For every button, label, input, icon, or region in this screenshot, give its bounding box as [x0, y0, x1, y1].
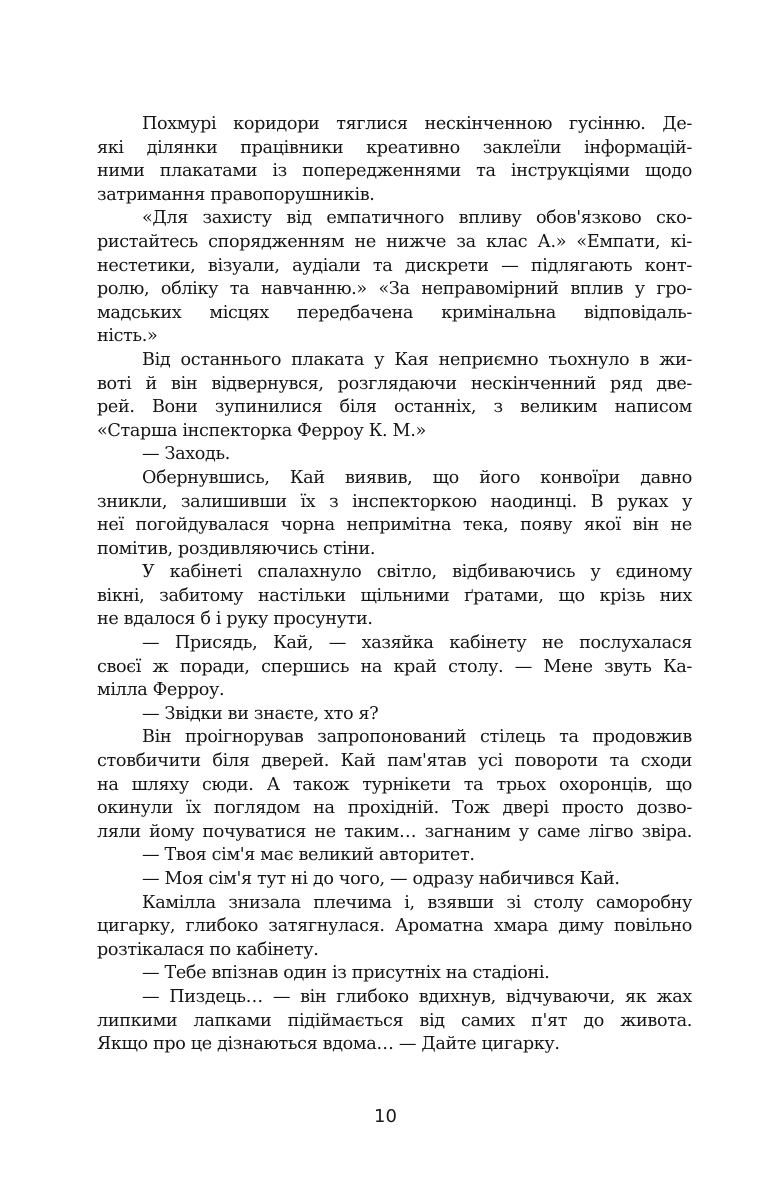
text-line: зникли, залишивши їх з інспекторкою наодинці. В руках у — [97, 491, 692, 512]
text-line: ролю, обліку та навчанню.» «За неправомірний вплив у гро- — [97, 279, 692, 300]
text-line: Похмурі коридори тяглися нескінченною гусінню. Де- — [142, 114, 692, 134]
text-line: цигарку, глибоко затягнулася. Ароматна хмара диму повільно — [97, 916, 692, 937]
text-line: Камілла знизала плечима і, взявши зі столу саморобну — [142, 892, 692, 913]
text-line: Обернувшись, Кай виявив, що його конвоїри давно — [142, 467, 692, 488]
text-line: затримання правопорушників. — [97, 184, 375, 205]
text-line: воті й він відвернувся, розглядаючи нескінченний ряд две- — [97, 373, 692, 394]
body-text — [97, 113, 692, 1057]
text-line: Якщо про це дізнаються вдома… — Дайте цигарку. — [97, 1034, 560, 1055]
page-number: 10 — [374, 1106, 397, 1127]
text-line: розтікалася по кабінету. — [97, 939, 319, 960]
text-line: Він проігнорував запропонований стілець та продовжив — [142, 727, 692, 748]
text-line: Від останнього плаката у Кая неприємно тьохнуло в жи- — [142, 349, 692, 370]
text-line: — Пиздець… — він глибоко вдихнув, відчуваючи, як жах — [142, 986, 692, 1007]
text-line: «Для захисту від емпатичного впливу обов'язково ско- — [142, 208, 692, 229]
text-line: «Старша інспекторка Ферроу К. М.» — [97, 420, 426, 441]
text-line: — Звідки ви знаєте, хто я? — [142, 703, 379, 724]
text-line: — Тебе впізнав один із присутніх на стадіоні. — [142, 963, 550, 984]
text-line: — Моя сім'я тут ні до чого, — одразу набичився Кай. — [142, 869, 620, 889]
text-line: — Заходь. — [142, 444, 231, 465]
text-line: — Присядь, Кай, — хазяйка кабінету не послухалася — [142, 633, 692, 654]
text-line: окинули їх поглядом на прохідній. Тож двері просто дозво- — [97, 798, 692, 819]
text-line: своєї ж поради, спершись на край столу. — Мене звуть Ка- — [97, 656, 692, 677]
text-line: неї погойдувалася чорна непримітна тека, появу якої він не — [97, 515, 692, 536]
text-line: стовбичити біля дверей. Кай пам'ятав усі повороти та сходи — [97, 751, 692, 772]
text-line: липкими лапками підіймається від самих п'ят до живота. — [97, 1010, 692, 1031]
text-line: ляли йому почуватися не таким… загнаним у саме лігво звіра. — [97, 821, 692, 842]
text-line: У кабінеті спалахнуло світло, відбиваючись у єдиному — [142, 562, 692, 583]
text-line: мілла Ферроу. — [97, 680, 225, 701]
text-line: ристайтесь спорядженням не нижче за клас А.» «Емпати, кі- — [97, 231, 692, 252]
text-line: не вдалося б і руку просунути. — [97, 609, 373, 630]
text-line: — Твоя сім'я має великий авторитет. — [142, 845, 475, 866]
text-line: на шляху сюди. А також турнікети та трьох охоронців, що — [97, 774, 692, 795]
text-line: мадських місцях передбачена кримінальна відповідаль- — [97, 302, 692, 323]
text-line: вікні, забитому настільки щільними ґратами, що крізь них — [97, 585, 692, 606]
text-line: ними плакатами із попередженнями та інструкціями щодо — [97, 161, 692, 182]
text-line: помітив, роздивляючись стіни. — [97, 538, 376, 559]
text-line: які ділянки працівники креативно заклеїли інформацій- — [97, 137, 692, 158]
text-line: рей. Вони зупинилися біля останніх, з великим написом — [97, 397, 692, 418]
text-line: ність.» — [97, 326, 158, 347]
text-line: нестетики, візуали, аудіали та дискрети — підлягають конт- — [97, 255, 692, 276]
